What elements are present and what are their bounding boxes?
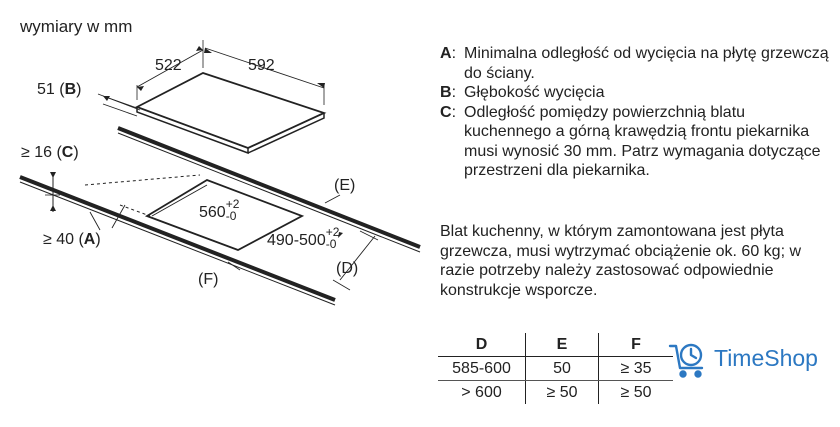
table-row bbox=[438, 381, 673, 405]
dim-d: (D) bbox=[336, 260, 359, 277]
dim-f: (F) bbox=[198, 271, 219, 288]
legend-item-b: B: Głębokość wycięcia bbox=[440, 84, 605, 101]
table-cell: ≥ 35 bbox=[599, 357, 674, 381]
legend bbox=[440, 44, 835, 181]
table-header: D bbox=[438, 333, 526, 357]
hob-plate bbox=[137, 73, 324, 148]
table-cell: > 600 bbox=[461, 383, 502, 401]
countertop-back-edge bbox=[118, 128, 420, 247]
dim-e: (E) bbox=[334, 177, 356, 194]
dim-560: 560+2 -0 bbox=[199, 197, 240, 223]
dim-a: ≥ 40 (A) bbox=[43, 231, 101, 248]
logo-text: TimeShop bbox=[714, 345, 818, 371]
table-cell: ≥ 50 bbox=[599, 381, 674, 405]
load-note: Blat kuchenny, w którym zamontowana jest płyta grzewcza, musi wytrzymać obciążenie ok. 60 kg; w razie potrzeby należy zastosować odpowiednie konstrukcje wsporcze. bbox=[440, 223, 802, 299]
table-cell: ≥ 50 bbox=[526, 381, 599, 405]
dim-490-500: 490-500+2 -0 bbox=[267, 225, 340, 251]
dashed-edge bbox=[85, 175, 200, 185]
legend-item-a: A: Minimalna odległość od wycięcia na płytę grzewczą do ściany. bbox=[440, 45, 829, 82]
units-label: wymiary w mm bbox=[20, 17, 133, 36]
dim-b: 51 (B) bbox=[37, 81, 82, 98]
dim-522: 522 bbox=[155, 57, 182, 74]
clearance-table bbox=[438, 333, 673, 404]
dim-c: ≥ 16 (C) bbox=[21, 144, 79, 161]
timeshop-logo bbox=[664, 336, 834, 382]
legend-item-c: C: Odległość pomiędzy powierzchnią blatu kuchennego a górną krawędzią frontu piekarnika musi wynosić 30 mm. Patrz wymagania dotyczące przestrzeni dla piekarnika. bbox=[440, 103, 821, 179]
clock-cart-icon bbox=[664, 336, 712, 382]
table-header: E bbox=[526, 333, 599, 357]
table-row bbox=[438, 357, 673, 381]
table-header-row bbox=[438, 333, 673, 357]
table-cell: 585-600 bbox=[438, 357, 526, 381]
table-cell: 50 bbox=[526, 357, 599, 381]
table-header: F bbox=[599, 333, 674, 357]
dim-592: 592 bbox=[248, 57, 275, 74]
